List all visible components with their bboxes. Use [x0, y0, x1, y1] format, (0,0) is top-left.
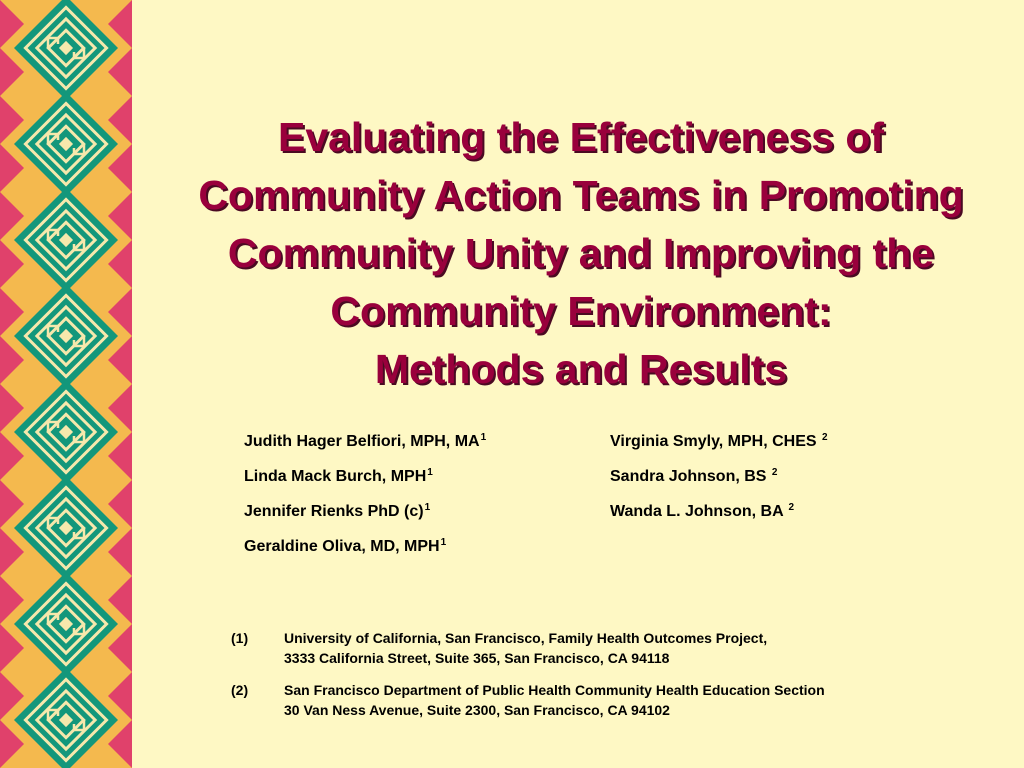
- author-entry: [610, 430, 828, 465]
- affiliation-text: [284, 628, 767, 668]
- author-name: Linda Mack Burch, MPH: [244, 468, 427, 485]
- author-name: Geraldine Oliva, MD, MPH: [244, 538, 440, 555]
- affiliation-line: 3333 California Street, Suite 365, San Francisco, CA 94118: [284, 650, 670, 666]
- author-name: Judith Hager Belfiori, MPH, MA: [244, 433, 480, 450]
- affiliation-entry: [231, 628, 1011, 680]
- affiliation-marker: 2: [822, 432, 828, 443]
- author-name: Virginia Smyly, MPH, CHES: [610, 433, 822, 450]
- author-entry: [244, 465, 486, 500]
- affiliation-line: University of California, San Francisco, Family Health Outcomes Project,: [284, 630, 768, 646]
- author-entry: [610, 500, 828, 535]
- diamond-knot-border: [0, 0, 132, 768]
- decorative-border-strip: [0, 0, 132, 768]
- author-entry: [244, 535, 486, 570]
- affiliation-marker: 1: [427, 467, 433, 478]
- affiliation-number: (2): [231, 682, 249, 698]
- title-line: Community Action Teams in Promoting: [198, 172, 964, 218]
- affiliation-text: [284, 680, 825, 720]
- affiliation-entry: [231, 680, 1011, 732]
- author-name: Sandra Johnson, BS: [610, 468, 771, 485]
- author-entry: [244, 500, 486, 535]
- slide-title: [150, 108, 1012, 398]
- author-name: Jennifer Rienks PhD (c): [244, 503, 424, 520]
- title-line: Methods and Results: [374, 346, 788, 392]
- title-line: Community Environment:: [330, 288, 832, 334]
- affiliation-marker: 2: [771, 467, 778, 478]
- affiliation-marker: 1: [480, 432, 487, 443]
- author-column-left: [244, 430, 486, 570]
- affiliation-list: [231, 628, 1011, 732]
- affiliation-marker: 1: [424, 502, 431, 513]
- author-entry: [610, 465, 828, 500]
- author-entry: [244, 430, 486, 465]
- author-column-right: [610, 430, 828, 535]
- author-name: Wanda L. Johnson, BA: [610, 503, 788, 520]
- affiliation-line: 30 Van Ness Avenue, Suite 2300, San Francisco, CA 94102: [284, 702, 670, 718]
- affiliation-marker: 2: [788, 502, 795, 513]
- title-line: Evaluating the Effectiveness of: [277, 114, 885, 160]
- title-line: Community Unity and Improving the: [227, 230, 935, 276]
- affiliation-marker: 1: [440, 537, 447, 548]
- affiliation-line: San Francisco Department of Public Health Community Health Education Section: [284, 682, 825, 698]
- affiliation-number: (1): [231, 630, 249, 646]
